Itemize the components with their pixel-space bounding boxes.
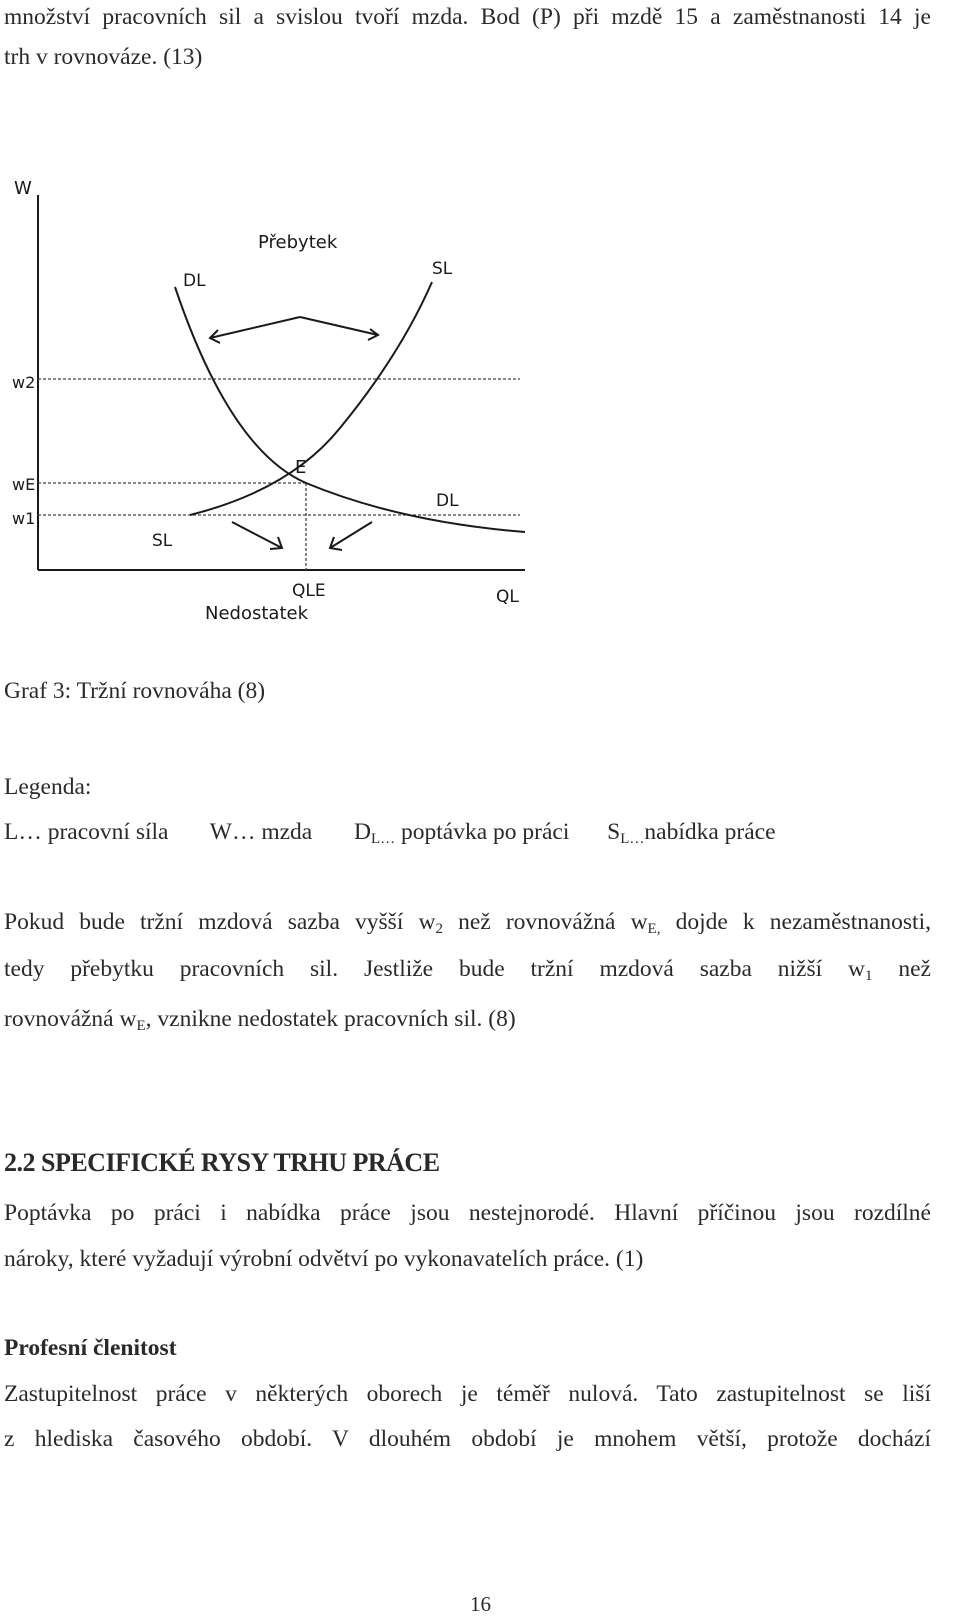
section-paragraph-line-1: Poptávka po práci i nabídka práce jsou nestejnorodé. Hlavní příčinou jsou rozdílné xyxy=(4,1200,931,1226)
legend-item-sl: SL…nabídka práce xyxy=(607,819,776,847)
demand-curve xyxy=(175,287,525,532)
dl-top-label: DL xyxy=(183,271,206,291)
y-axis-label: W xyxy=(14,178,32,199)
sl-top-label: SL xyxy=(432,259,453,279)
subsection-line-1: Zastupitelnost práce v některých oborech je téměř nulová. Tato zastupitelnost se liší xyxy=(4,1381,931,1407)
intro-line-1: množství pracovních sil a svislou tvoří mzda. Bod (P) při mzdě 15 a zaměstnanosti 14 je xyxy=(4,4,931,30)
legend-item-dl: DL… poptávka po práci xyxy=(354,819,570,847)
w2-label: w2 xyxy=(12,373,36,392)
paragraph-1-line-3: rovnovážná wE, vznikne nedostatek pracovních sil. (8) xyxy=(4,1006,516,1034)
sl-bottom-label: SL xyxy=(152,531,173,551)
dl-bottom-label: DL xyxy=(436,491,459,511)
paragraph-1-line-2: tedy přebytku pracovních sil. Jestliže bude tržní mzdová sazba nižší w1 než xyxy=(4,956,931,984)
paragraph-1-line-1: Pokud bude tržní mzdová sazba vyšší w2 než rovnovážná wE, dojde k nezaměstnanosti, xyxy=(4,909,931,937)
legend-item-l: L… pracovní síla xyxy=(4,819,169,845)
we-label: wE xyxy=(12,475,36,494)
section-paragraph-line-2: nároky, které vyžadují výrobní odvětví po vykonavatelích práce. (1) xyxy=(4,1246,644,1272)
labor-market-graph xyxy=(0,160,560,640)
supply-curve xyxy=(190,282,432,515)
legend-item-w: W… mzda xyxy=(209,819,313,845)
subheading: Profesní členitost xyxy=(4,1335,177,1361)
intro-line-2: trh v rovnováze. (13) xyxy=(4,44,203,70)
qle-label: QLE xyxy=(292,581,326,601)
legend-row xyxy=(4,821,776,845)
surplus-arrow-left xyxy=(210,317,300,338)
shortage-label: Nedostatek xyxy=(205,603,308,624)
section-heading: 2.2 SPECIFICKÉ RYSY TRHU PRÁCE xyxy=(4,1148,440,1177)
equilibrium-label: E xyxy=(295,457,307,478)
page-number: 16 xyxy=(470,1592,491,1616)
figure-caption: Graf 3: Tržní rovnováha (8) xyxy=(4,678,266,704)
shortage-arrow-right xyxy=(330,522,372,548)
x-axis-label: QL xyxy=(496,587,519,607)
surplus-arrow-right xyxy=(300,317,378,335)
shortage-arrow-left xyxy=(232,522,282,548)
surplus-label: Přebytek xyxy=(258,232,338,253)
legend-title: Legenda: xyxy=(4,774,92,800)
subsection-line-2: z hlediska časového období. V dlouhém období je mnohem větší, protože dochází xyxy=(4,1426,931,1452)
w1-label: w1 xyxy=(12,509,36,528)
